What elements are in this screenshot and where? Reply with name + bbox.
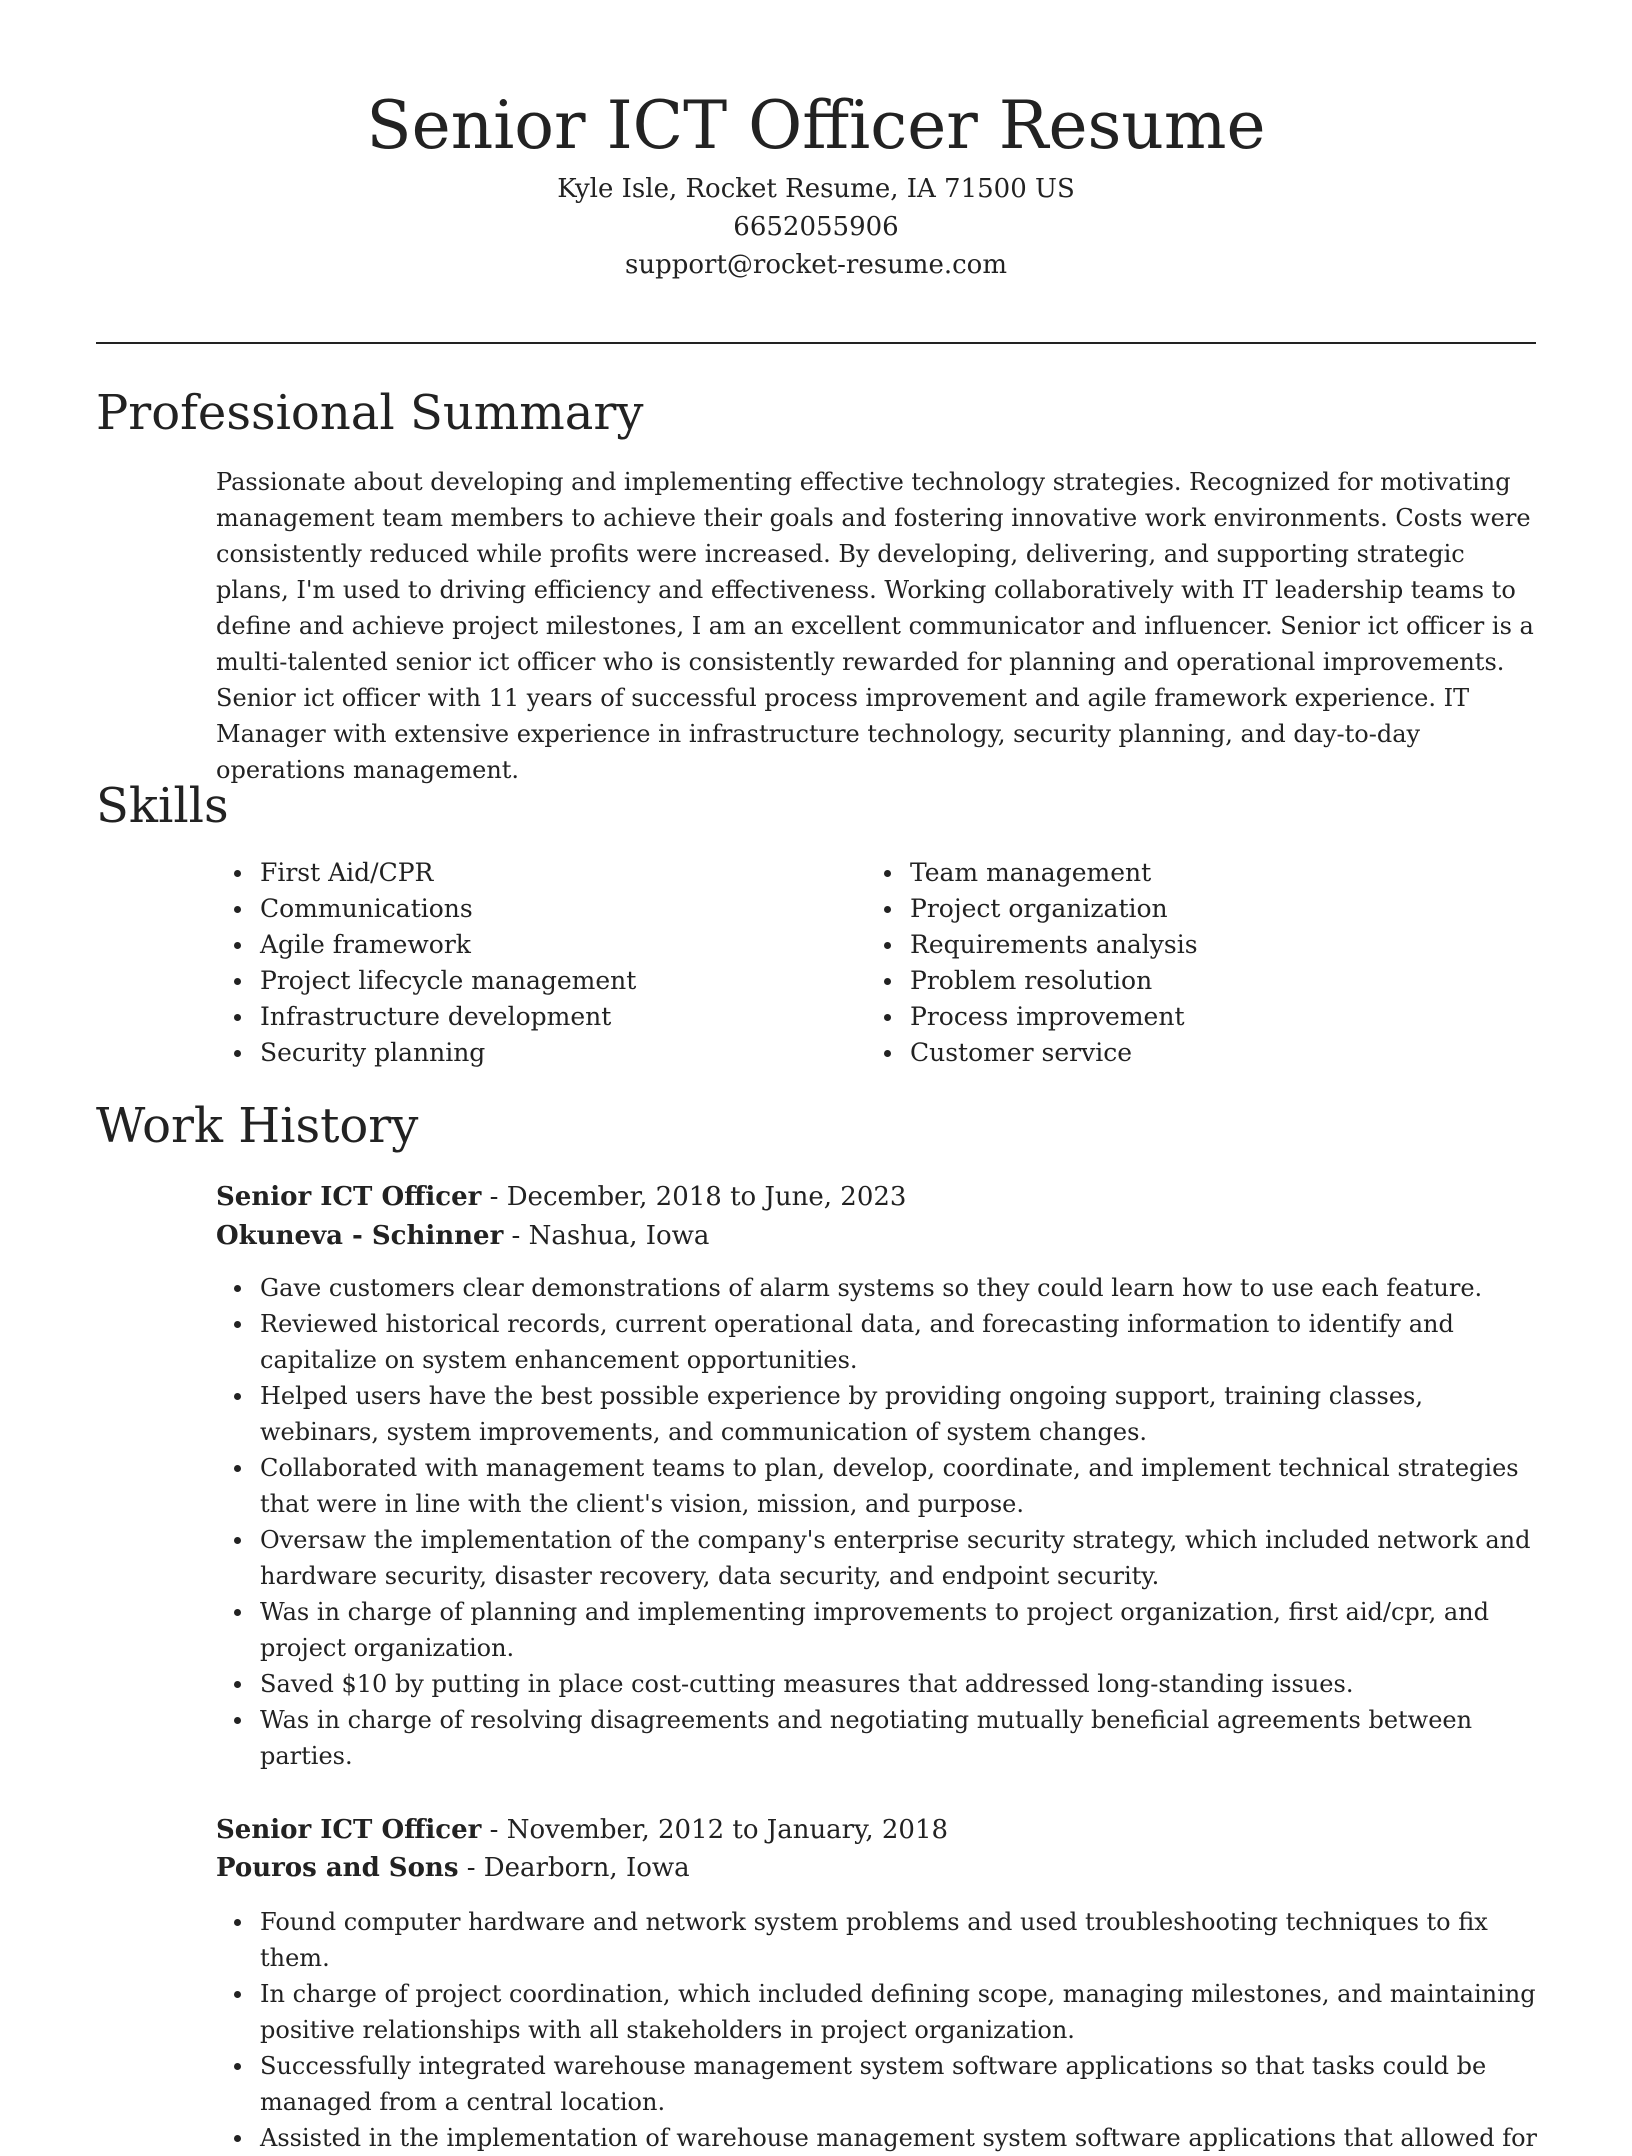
job-bullet: In charge of project coordination, which included defining scope, managing milestones, and maintaining positive relationships with all stakeholders in project organization. xyxy=(260,1976,1540,2048)
job-dates: - November, 2012 to January, 2018 xyxy=(481,1815,949,1845)
job-bullet: Oversaw the implementation of the company's enterprise security strategy, which included network and hardware security, disaster recovery, data security, and endpoint security. xyxy=(260,1522,1540,1594)
job-bullet: Assisted in the implementation of warehouse management system software applications that allowed for xyxy=(260,2120,1540,2156)
skill-item: Project organization xyxy=(910,891,1510,927)
work-history-heading: Work History xyxy=(96,1098,419,1154)
job-dates: - December, 2018 to June, 2023 xyxy=(481,1182,907,1212)
job-bullet: Successfully integrated warehouse management system software applications so that tasks could be managed from a central location. xyxy=(260,2048,1540,2120)
resume-header xyxy=(96,82,1536,284)
job-location: - Dearborn, Iowa xyxy=(458,1853,690,1883)
skill-item: First Aid/CPR xyxy=(260,855,860,891)
summary-text: Passionate about developing and implementing effective technology strategies. Recognized for motivating management team members to achieve their goals and fostering innovative work environments. Costs were consistently reduced while profits were increased. By developing, delivering, and supporting strategic plans, I'm used to driving efficiency and effectiveness. Working collaboratively with IT leadership teams to define and achieve project milestones, I am an excellent communicator and influencer. Senior ict officer is a multi-talented senior ict officer who is consistently rewarded for planning and operational improvements. Senior ict officer with 11 years of successful process improvement and agile framework experience. IT Manager with extensive experience in infrastructure technology, security planning, and day-to-day operations management. xyxy=(216,468,1534,784)
job-location: - Nashua, Iowa xyxy=(503,1221,710,1251)
job-bullet: Was in charge of resolving disagreements and negotiating mutually beneficial agreements between parties. xyxy=(260,1702,1540,1774)
job-bullets xyxy=(260,1904,1540,2156)
contact-address: Kyle Isle, Rocket Resume, IA 71500 US xyxy=(557,174,1075,204)
job-bullet: Gave customers clear demonstrations of alarm systems so they could learn how to use each feature. xyxy=(260,1270,1540,1306)
contact-email: support@rocket-resume.com xyxy=(624,250,1007,280)
skill-item: Customer service xyxy=(910,1035,1510,1071)
header-divider xyxy=(96,342,1536,344)
skill-item: Security planning xyxy=(260,1035,860,1071)
job-title-line xyxy=(216,1177,906,1217)
job-title-line xyxy=(216,1810,948,1850)
job-bullet: Saved $10 by putting in place cost-cutting measures that addressed long-standing issues. xyxy=(260,1666,1540,1702)
job-company: Okuneva - Schinner xyxy=(216,1221,504,1251)
skills-list-left xyxy=(260,855,860,1071)
summary-heading: Professional Summary xyxy=(96,385,644,441)
job-company-line xyxy=(216,1848,690,1888)
skill-item: Problem resolution xyxy=(910,963,1510,999)
job-company-line xyxy=(216,1216,709,1256)
job-bullets xyxy=(260,1270,1540,1774)
contact-phone: 6652055906 xyxy=(733,212,899,242)
skill-item: Infrastructure development xyxy=(260,999,860,1035)
job-bullet: Reviewed historical records, current operational data, and forecasting information to identify and capitalize on system enhancement opportunities. xyxy=(260,1306,1540,1378)
skills-heading: Skills xyxy=(96,778,229,834)
job-title: Senior ICT Officer xyxy=(216,1182,482,1212)
job-bullet: Collaborated with management teams to plan, develop, coordinate, and implement technical strategies that were in line with the client's vision, mission, and purpose. xyxy=(260,1450,1540,1522)
skill-item: Process improvement xyxy=(910,999,1510,1035)
job-company: Pouros and Sons xyxy=(216,1853,459,1883)
resume-title: Senior ICT Officer Resume xyxy=(366,87,1266,164)
job-bullet: Helped users have the best possible experience by providing ongoing support, training classes, webinars, system improvements, and communication of system changes. xyxy=(260,1378,1540,1450)
job-title: Senior ICT Officer xyxy=(216,1815,482,1845)
skill-item: Communications xyxy=(260,891,860,927)
skill-item: Agile framework xyxy=(260,927,860,963)
skill-item: Team management xyxy=(910,855,1510,891)
skill-item: Requirements analysis xyxy=(910,927,1510,963)
job-bullet: Was in charge of planning and implementing improvements to project organization, first aid/cpr, and project organization. xyxy=(260,1594,1540,1666)
job-bullet: Found computer hardware and network system problems and used troubleshooting techniques to fix them. xyxy=(260,1904,1540,1976)
skills-list-right xyxy=(910,855,1510,1071)
skill-item: Project lifecycle management xyxy=(260,963,860,999)
